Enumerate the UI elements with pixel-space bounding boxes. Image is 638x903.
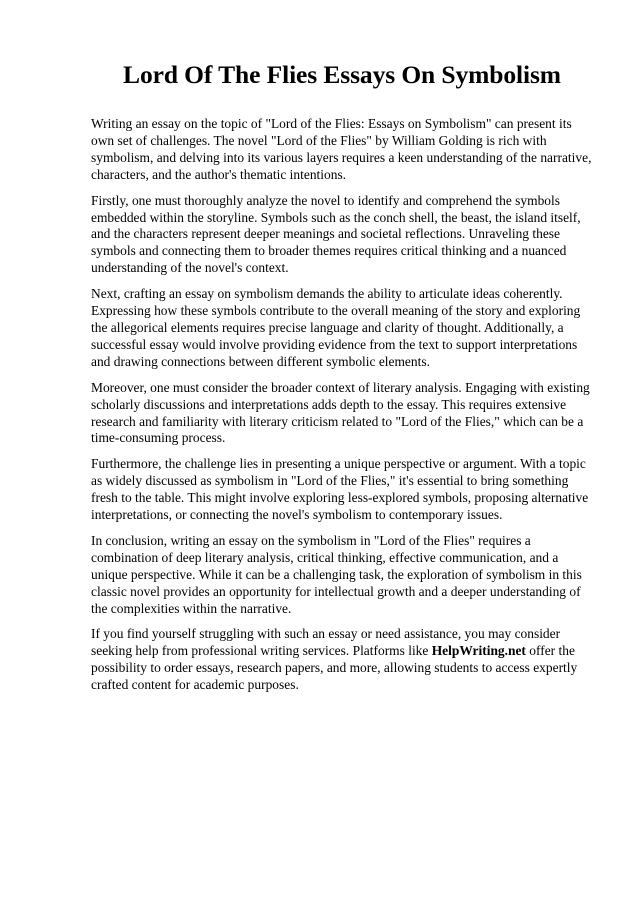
document-body [91,116,597,694]
service-text-before: If you find yourself struggling with such an essay or need assistance, you may consider seeking help from professional writing services. Platforms like [91,626,561,659]
paragraph-furthermore: Furthermore, the challenge lies in presenting a unique perspective or argument. With a topic as widely discussed as symbolism in "Lord of the Flies," it's essential to bring something fresh to the table. This might involve exploring less-explored symbols, proposing alternative interpretations, or connecting the novel's symbolism to contemporary issues. [91,456,589,523]
paragraph-intro: Writing an essay on the topic of "Lord of the Flies: Essays on Symbolism" can present its own set of challenges. The novel "Lord of the Flies" by William Golding is rich with symbolism, and delving into its various layers requires a keen understanding of the narrative, characters, and the author's thematic intentions. [91,116,592,182]
document-title: Lord Of The Flies Essays On Symbolism [123,60,561,89]
paragraph-moreover: Moreover, one must consider the broader context of literary analysis. Engaging with existing scholarly discussions and interpretations adds depth to the essay. This requires extensive research and familiarity with literary criticism related to "Lord of the Flies," which can be a time-consuming process. [91,379,590,446]
paragraph-service [91,626,597,694]
helpwriting-link[interactable]: HelpWriting.net [431,643,526,659]
paragraph-conclusion: In conclusion, writing an essay on the symbolism in "Lord of the Flies" requires a combination of deep literary analysis, critical thinking, effective communication, and a unique perspective. While it can be a challenging task, the exploration of symbolism in this classic novel provides an opportunity for intellectual growth and a deeper understanding of the complexities within the narrative. [91,532,582,616]
service-text-after: offer the possibility to order essays, research papers, and more, allowing students to access expertly crafted content for academic purposes. [91,643,578,693]
paragraph-firstly: Firstly, one must thoroughly analyze the novel to identify and comprehend the symbols embedded within the storyline. Symbols such as the conch shell, the beast, the island itself, and the characters represent deeper meanings and societal reflections. Unraveling these symbols and connecting them to broader themes requires critical thinking and a nuanced understanding of the novel's context. [91,192,581,276]
paragraph-next: Next, crafting an essay on symbolism demands the ability to articulate ideas coherently. Expressing how these symbols contribute to the overall meaning of the story and exploring the allegorical elements requires precise language and clarity of thought. Additionally, a successful essay would involve providing evidence from the text to support interpretations and drawing connections between different symbolic elements. [91,286,581,369]
